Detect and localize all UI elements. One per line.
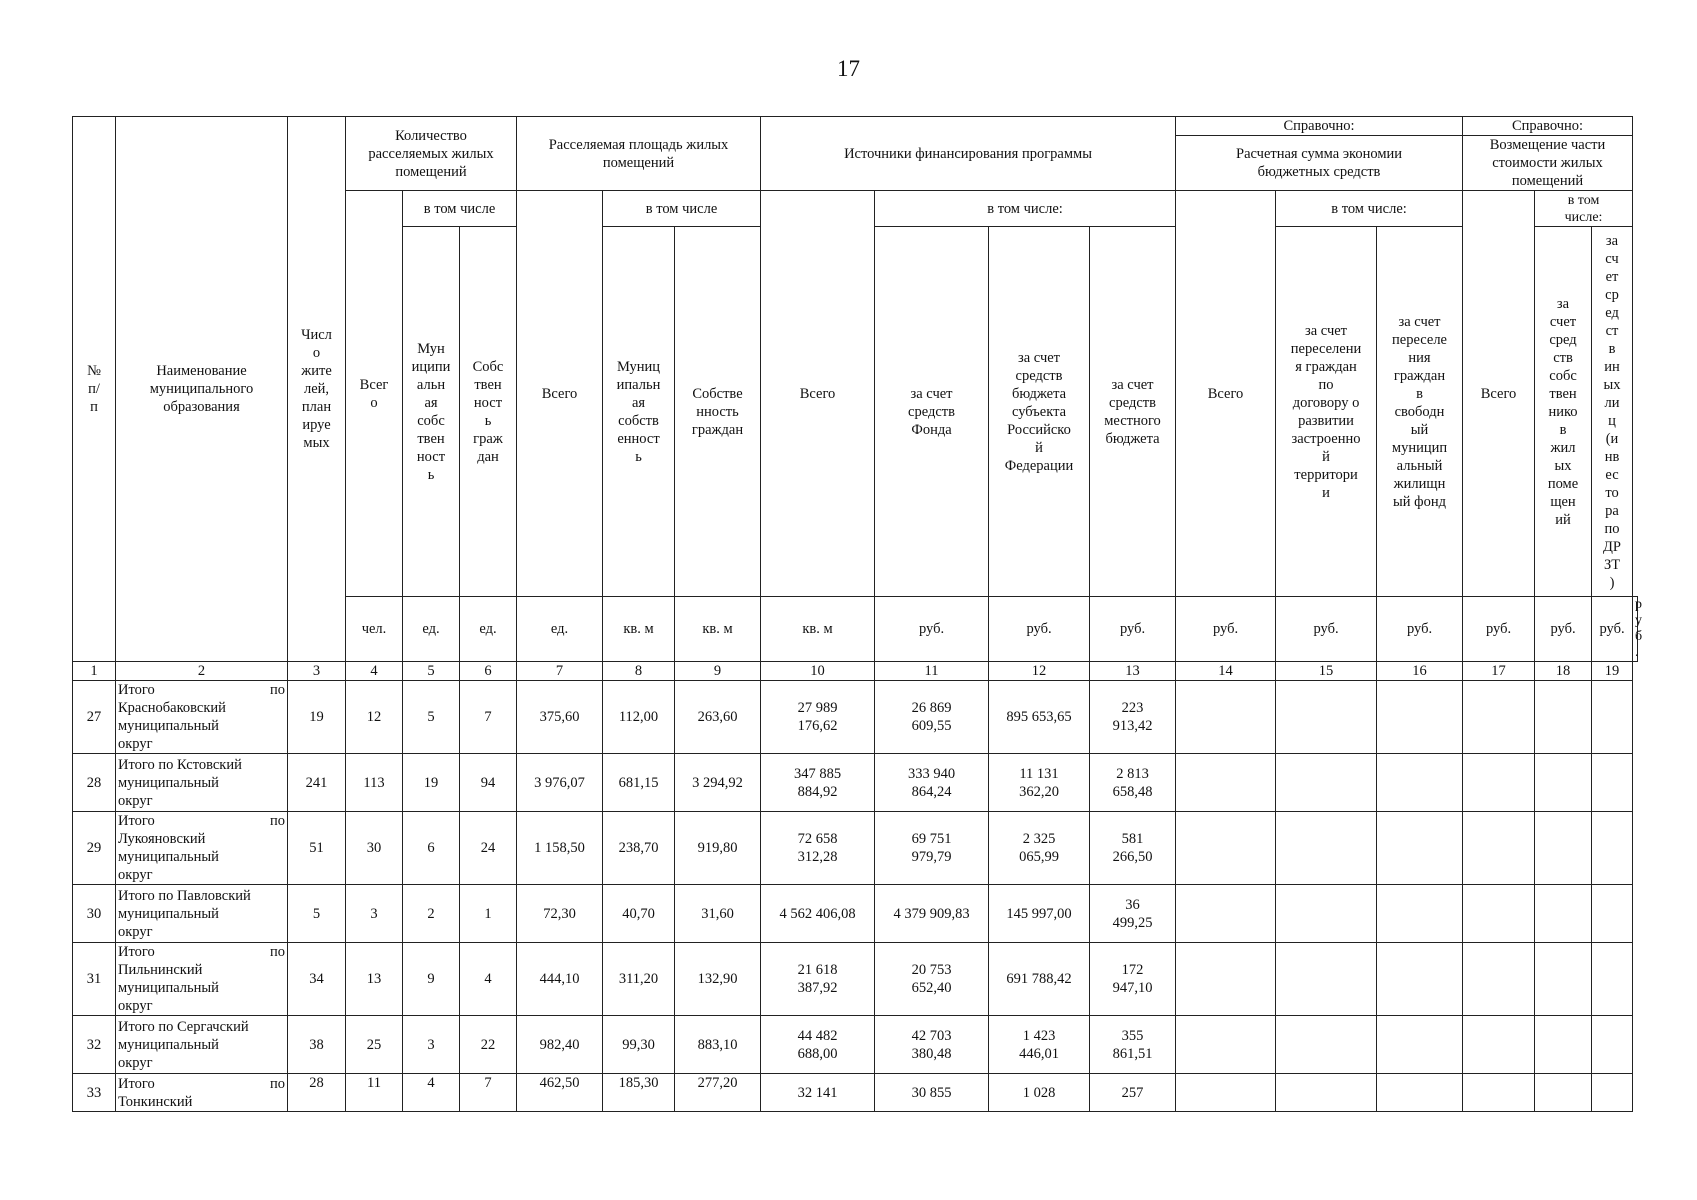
table-row <box>73 681 1638 754</box>
header-compensation-owners: за счет сред ств собс твен нико в жил ых поме щен ий <box>1535 227 1592 597</box>
cell-fund-total: 27 989 176,62 <box>761 681 875 754</box>
cell-residents: 5 <box>288 885 346 943</box>
cell-qty-total: 13 <box>346 943 403 1016</box>
empty-cell <box>1176 885 1276 943</box>
cell-area-own: 277,20 <box>675 1074 761 1112</box>
empty-cell <box>1276 1016 1377 1074</box>
municipality-name-line: Итого по <box>118 813 285 829</box>
header-fund-total: Всего <box>761 191 875 597</box>
empty-cell <box>1592 754 1633 812</box>
cell-area-mun: 681,15 <box>603 754 675 812</box>
empty-cell <box>1592 681 1633 754</box>
column-number: 2 <box>116 662 288 681</box>
empty-cell <box>1592 1074 1633 1112</box>
table-row <box>73 812 1638 885</box>
municipality-name-line: Итого по <box>118 1075 285 1092</box>
cell-fund-local: 223 913,42 <box>1090 681 1176 754</box>
municipality-name-line: Итого по <box>118 682 285 698</box>
unit-cell: руб. <box>1090 597 1176 662</box>
empty-cell <box>1463 754 1535 812</box>
cell-fund-fond: 20 753 652,40 <box>875 943 989 1016</box>
header-economy-group: Расчетная сумма экономии бюджетных средств <box>1176 136 1463 191</box>
cell-area-own: 883,10 <box>675 1016 761 1074</box>
header-quantity-group: Количество расселяемых жилых помещений <box>346 117 517 191</box>
cell-qty-total: 113 <box>346 754 403 812</box>
cell-fund-local: 172 947,10 <box>1090 943 1176 1016</box>
cell-fund-subject: 2 325 065,99 <box>989 812 1090 885</box>
municipality-name-line: округ <box>118 998 153 1014</box>
empty-cell <box>1176 943 1276 1016</box>
cell-fund-total: 32 141 <box>761 1074 875 1112</box>
header-fund-fond: за счет средств Фонда <box>875 227 989 597</box>
unit-cell: руб. <box>989 597 1090 662</box>
cell-fund-total: 4 562 406,08 <box>761 885 875 943</box>
header-compensation-total: Всего <box>1463 191 1535 597</box>
cell-fund-subject: 1 028 <box>989 1074 1090 1112</box>
empty-cell <box>1377 681 1463 754</box>
table-row <box>73 1074 1638 1112</box>
empty-cell <box>1276 681 1377 754</box>
table-row <box>73 885 1638 943</box>
header-economy-development: за счет переселени я граждан по договору о развитии застроенно й территори и <box>1276 227 1377 597</box>
header-reference-2: Справочно: <box>1463 117 1633 136</box>
cell-qty-own: 4 <box>460 943 517 1016</box>
header-economy-free-fund: за счет переселе ния граждан в свободн ый муницип альный жилищн ый фонд <box>1377 227 1463 597</box>
empty-cell <box>1535 1016 1592 1074</box>
municipality-name-line: Итого по Сергачский <box>118 1018 249 1035</box>
empty-cell <box>1377 943 1463 1016</box>
page-number: 17 <box>837 56 860 81</box>
empty-cell <box>1592 885 1633 943</box>
empty-cell <box>1176 812 1276 885</box>
column-number: 6 <box>460 662 517 681</box>
cell-fund-local: 36 499,25 <box>1090 885 1176 943</box>
municipality-name-line: округ <box>118 867 153 883</box>
cell-fund-local: 581 266,50 <box>1090 812 1176 885</box>
header-compensation-group: Возмещение части стоимости жилых помещений <box>1463 136 1633 191</box>
cell-area-total: 375,60 <box>517 681 603 754</box>
municipality-name <box>116 943 288 1016</box>
row-number: 28 <box>73 754 116 812</box>
table-body <box>73 681 1638 1112</box>
empty-cell <box>1276 885 1377 943</box>
unit-cell: руб. <box>1535 597 1592 662</box>
row-number: 31 <box>73 943 116 1016</box>
header-num: № п/ п <box>73 117 116 662</box>
municipality-name-line: муниципальный <box>118 718 219 734</box>
header-qty-citizens: Собс твен ност ь граж дан <box>460 227 517 597</box>
column-number: 14 <box>1176 662 1276 681</box>
cell-fund-subject: 11 131 362,20 <box>989 754 1090 812</box>
cell-fund-local: 257 <box>1090 1074 1176 1112</box>
column-number: 8 <box>603 662 675 681</box>
municipality-name-line: округ <box>118 923 153 940</box>
column-number: 12 <box>989 662 1090 681</box>
cell-area-total: 1 158,50 <box>517 812 603 885</box>
column-number: 3 <box>288 662 346 681</box>
unit-cell: руб. <box>1276 597 1377 662</box>
municipality-name-line: округ <box>118 792 153 809</box>
cell-qty-total: 30 <box>346 812 403 885</box>
municipality-name-line: Итого по Павловский <box>118 887 251 904</box>
row-number: 29 <box>73 812 116 885</box>
cell-area-own: 919,80 <box>675 812 761 885</box>
column-numbers-row <box>73 662 1638 681</box>
unit-cell: ед. <box>517 597 603 662</box>
municipality-name <box>116 754 288 812</box>
municipality-name <box>116 885 288 943</box>
cell-qty-total: 25 <box>346 1016 403 1074</box>
cell-area-own: 3 294,92 <box>675 754 761 812</box>
cell-residents: 241 <box>288 754 346 812</box>
unit-cell: руб. <box>1176 597 1276 662</box>
municipality-name-line: Лукояновский <box>118 831 206 847</box>
header-reference-1: Справочно: <box>1176 117 1463 136</box>
empty-cell <box>1463 885 1535 943</box>
cell-qty-total: 12 <box>346 681 403 754</box>
cell-qty-mun: 4 <box>403 1074 460 1112</box>
empty-cell <box>1176 1016 1276 1074</box>
cell-area-mun: 238,70 <box>603 812 675 885</box>
municipality-name-line: округ <box>118 736 153 752</box>
cell-qty-own: 1 <box>460 885 517 943</box>
cell-qty-mun: 6 <box>403 812 460 885</box>
municipality-name-line: муниципальный <box>118 980 219 996</box>
cell-fund-total: 44 482 688,00 <box>761 1016 875 1074</box>
header-area-citizens: Собстве нность граждан <box>675 227 761 597</box>
municipality-name-line: округ <box>118 1054 153 1071</box>
table-row <box>73 943 1638 1016</box>
cell-residents: 51 <box>288 812 346 885</box>
empty-cell <box>1463 681 1535 754</box>
cell-qty-mun: 2 <box>403 885 460 943</box>
empty-cell <box>1176 754 1276 812</box>
cell-qty-total: 3 <box>346 885 403 943</box>
header-funding-group: Источники финансирования программы <box>761 117 1176 191</box>
cell-qty-mun: 9 <box>403 943 460 1016</box>
unit-cell: кв. м <box>603 597 675 662</box>
cell-qty-total: 11 <box>346 1074 403 1112</box>
empty-cell <box>1176 681 1276 754</box>
empty-cell <box>1535 885 1592 943</box>
header-fund-local: за счет средств местного бюджета <box>1090 227 1176 597</box>
cell-area-total: 982,40 <box>517 1016 603 1074</box>
header-area-including: в том числе <box>603 191 761 227</box>
empty-cell <box>1377 1016 1463 1074</box>
municipality-name-line: Итого по Кстовский <box>118 756 242 773</box>
cell-qty-own: 94 <box>460 754 517 812</box>
cell-area-total: 444,10 <box>517 943 603 1016</box>
municipality-name-line: Итого по <box>118 944 285 960</box>
column-number: 13 <box>1090 662 1176 681</box>
cell-qty-mun: 5 <box>403 681 460 754</box>
empty-cell <box>1535 812 1592 885</box>
cell-qty-own: 22 <box>460 1016 517 1074</box>
cell-residents: 34 <box>288 943 346 1016</box>
cell-area-own: 263,60 <box>675 681 761 754</box>
cell-area-mun: 40,70 <box>603 885 675 943</box>
municipality-name <box>116 812 288 885</box>
municipality-name-line: муниципальный <box>118 905 219 922</box>
unit-cell: руб. <box>875 597 989 662</box>
header-area-group: Расселяемая площадь жилых помещений <box>517 117 761 191</box>
cell-area-mun: 99,30 <box>603 1016 675 1074</box>
row-number: 33 <box>73 1074 116 1112</box>
row-number: 27 <box>73 681 116 754</box>
cell-fund-fond: 4 379 909,83 <box>875 885 989 943</box>
cell-area-own: 31,60 <box>675 885 761 943</box>
header-area-municipal: Муниц ипальн ая собств енност ь <box>603 227 675 597</box>
cell-fund-subject: 895 653,65 <box>989 681 1090 754</box>
unit-cell: ру б. <box>1633 597 1638 662</box>
empty-cell <box>1276 754 1377 812</box>
cell-fund-total: 72 658 312,28 <box>761 812 875 885</box>
municipality-name-line: муниципальный <box>118 1036 219 1053</box>
unit-cell: кв. м <box>675 597 761 662</box>
column-number: 9 <box>675 662 761 681</box>
cell-qty-own: 7 <box>460 1074 517 1112</box>
empty-cell <box>1592 943 1633 1016</box>
column-number: 15 <box>1276 662 1377 681</box>
column-number: 10 <box>761 662 875 681</box>
resettlement-table <box>72 116 1643 1112</box>
cell-residents: 19 <box>288 681 346 754</box>
empty-cell <box>1377 812 1463 885</box>
header-fund-subject: за счет средств бюджета субъекта Российско й Федерации <box>989 227 1090 597</box>
column-number: 5 <box>403 662 460 681</box>
municipality-name <box>116 681 288 754</box>
header-economy-including: в том числе: <box>1276 191 1463 227</box>
municipality-name-line: Тонкинский <box>118 1093 193 1110</box>
empty-cell <box>1535 754 1592 812</box>
header-residents: Числ о жите лей, план ируе мых <box>288 117 346 662</box>
cell-area-mun: 112,00 <box>603 681 675 754</box>
cell-residents: 38 <box>288 1016 346 1074</box>
cell-fund-fond: 42 703 380,48 <box>875 1016 989 1074</box>
empty-cell <box>1463 812 1535 885</box>
column-number: 1 <box>73 662 116 681</box>
empty-cell <box>1463 1016 1535 1074</box>
municipality-name-line: Пильнинский <box>118 962 203 978</box>
empty-cell <box>1592 1016 1633 1074</box>
cell-residents: 28 <box>288 1074 346 1112</box>
cell-fund-subject: 691 788,42 <box>989 943 1090 1016</box>
cell-area-mun: 311,20 <box>603 943 675 1016</box>
cell-fund-subject: 145 997,00 <box>989 885 1090 943</box>
cell-fund-total: 21 618 387,92 <box>761 943 875 1016</box>
unit-cell: ед. <box>403 597 460 662</box>
cell-qty-own: 24 <box>460 812 517 885</box>
empty-cell <box>1463 1074 1535 1112</box>
unit-cell: чел. <box>346 597 403 662</box>
table-row <box>73 1016 1638 1074</box>
cell-fund-total: 347 885 884,92 <box>761 754 875 812</box>
header-qty-municipal: Мун иципи альн ая собс твен ност ь <box>403 227 460 597</box>
unit-cell: руб. <box>1377 597 1463 662</box>
cell-qty-mun: 3 <box>403 1016 460 1074</box>
empty-cell <box>1276 943 1377 1016</box>
cell-area-total: 72,30 <box>517 885 603 943</box>
cell-fund-subject: 1 423 446,01 <box>989 1016 1090 1074</box>
column-number: 7 <box>517 662 603 681</box>
column-number: 16 <box>1377 662 1463 681</box>
row-number: 32 <box>73 1016 116 1074</box>
column-number: 11 <box>875 662 989 681</box>
header-compensation-other: за сч ет ср ед ст в ин ых ли ц (и нв ес то ра по ДР ЗТ ) <box>1592 227 1633 597</box>
cell-area-own: 132,90 <box>675 943 761 1016</box>
cell-fund-fond: 30 855 <box>875 1074 989 1112</box>
empty-cell <box>1276 812 1377 885</box>
unit-cell: руб. <box>1463 597 1535 662</box>
header-economy-total: Всего <box>1176 191 1276 597</box>
cell-fund-local: 2 813 658,48 <box>1090 754 1176 812</box>
cell-area-mun: 185,30 <box>603 1074 675 1112</box>
header-compensation-including: в том числе: <box>1535 191 1633 227</box>
cell-fund-fond: 69 751 979,79 <box>875 812 989 885</box>
column-number: 18 <box>1535 662 1592 681</box>
unit-cell: кв. м <box>761 597 875 662</box>
municipality-name-line: муниципальный <box>118 774 219 791</box>
empty-cell <box>1176 1074 1276 1112</box>
column-number: 4 <box>346 662 403 681</box>
table-row <box>73 754 1638 812</box>
cell-area-total: 462,50 <box>517 1074 603 1112</box>
municipality-name <box>116 1016 288 1074</box>
cell-area-total: 3 976,07 <box>517 754 603 812</box>
header-municipality: Наименование муниципального образования <box>116 117 288 662</box>
table-header <box>73 117 1643 681</box>
row-number: 30 <box>73 885 116 943</box>
unit-cell: руб. <box>1592 597 1633 662</box>
empty-cell <box>1463 943 1535 1016</box>
cell-qty-own: 7 <box>460 681 517 754</box>
empty-cell <box>1377 1074 1463 1112</box>
header-qty-including: в том числе <box>403 191 517 227</box>
cell-fund-fond: 333 940 864,24 <box>875 754 989 812</box>
header-fund-including: в том числе: <box>875 191 1176 227</box>
municipality-name-line: муниципальный <box>118 849 219 865</box>
empty-cell <box>1377 885 1463 943</box>
empty-cell <box>1535 681 1592 754</box>
municipality-name-line: Краснобаковский <box>118 700 226 716</box>
cell-qty-mun: 19 <box>403 754 460 812</box>
column-number: 17 <box>1463 662 1535 681</box>
empty-cell <box>1276 1074 1377 1112</box>
municipality-name <box>116 1074 288 1112</box>
empty-cell <box>1535 1074 1592 1112</box>
unit-cell: ед. <box>460 597 517 662</box>
column-number: 19 <box>1592 662 1633 681</box>
empty-cell <box>1377 754 1463 812</box>
header-qty-total: Всег о <box>346 191 403 597</box>
empty-cell <box>1592 812 1633 885</box>
empty-cell <box>1535 943 1592 1016</box>
cell-fund-local: 355 861,51 <box>1090 1016 1176 1074</box>
cell-fund-fond: 26 869 609,55 <box>875 681 989 754</box>
header-area-total: Всего <box>517 191 603 597</box>
